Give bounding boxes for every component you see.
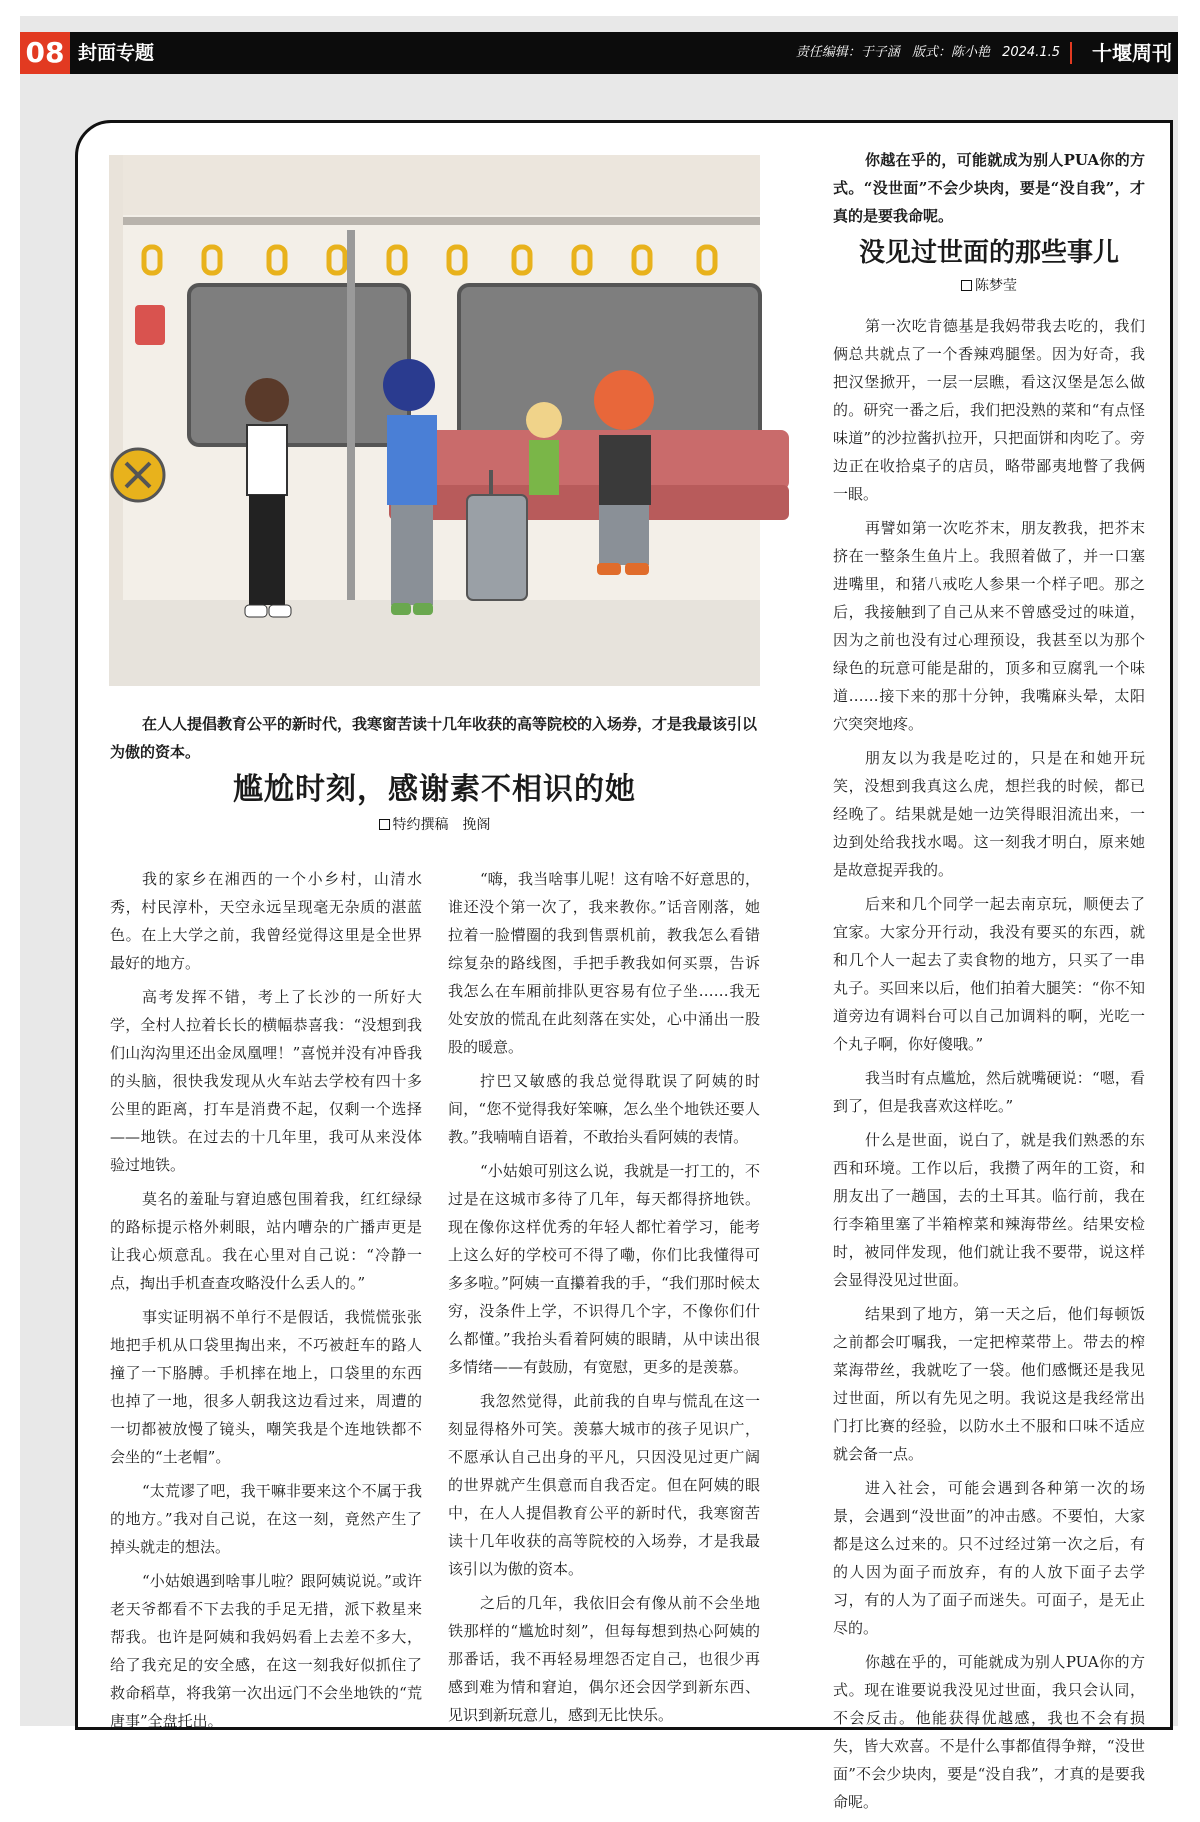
paragraph: 第一次吃肯德基是我妈带我去吃的，我们俩总共就点了一个香辣鸡腿堡。因为好奇，我把汉堡掀开，一层一层瞧，看这汉堡是怎么做的。研究一番之后，我们把没熟的菜和“有点怪味道”的沙拉酱扒拉开，只把面饼和肉吃了。旁边正在收拾桌子的店员，略带鄙夷地瞥了我俩一眼。: [833, 317, 1145, 503]
paragraph: 我的家乡在湘西的一个小乡村，山清水秀，村民淳朴，天空永远呈现毫无杂质的湛蓝色。在上大学之前，我曾经觉得这里是全世界最好的地方。: [110, 870, 422, 972]
subway-illustration: [109, 155, 760, 686]
paragraph: 再譬如第一次吃芥末，朋友教我，把芥末挤在一整条生鱼片上。我照着做了，并一口塞进嘴里，和猪八戒吃人参果一个样子吧。那之后，我接触到了自己从来不曾感受过的味道，因为之前也没有过心理预设，我甚至以为那个绿色的玩意可能是甜的，顶多和豆腐乳一个味道……接下来的那十分钟，我嘴麻头晕，太阳穴突突地疼。: [833, 519, 1145, 733]
paragraph: 之后的几年，我依旧会有像从前不会坐地铁那样的“尴尬时刻”，但每每想到热心阿姨的那番话，我不再轻易埋怨否定自己，也很少再感到难为情和窘迫，偶尔还会因学到新东西、见识到新玩意儿，感到无比快乐。: [448, 1594, 760, 1724]
paragraph: 你越在乎的，可能就成为别人PUA你的方式。现在谁要说我没见过世面，我只会认同，不会反击。他能获得优越感，我也不会有损失，皆大欢喜。不是什么事都值得争辩，“没世面”不会少块肉，要是“没自我”，才真的是要我命呢。: [833, 1653, 1145, 1811]
article2-lede: 你越在乎的，可能就成为别人PUA你的方式。“没世面”不会少块肉，要是“没自我”，才真的是要我命呢。: [833, 151, 1145, 225]
paragraph: 后来和几个同学一起去南京玩，顺便去了宜家。大家分开行动，我没有要买的东西，就和几个人一起去了卖食物的地方，只买了一串丸子。买回来以后，他们拍着大腿笑：“你不知道旁边有调料台可以自己加调料的啊，光吃一个丸子啊，你好傻哦。”: [833, 895, 1145, 1053]
paragraph: 朋友以为我是吃过的，只是在和她开玩笑，没想到我真这么虎，想拦我的时候，都已经晚了。结果就是她一边笑得眼泪流出来，一边到处给我找水喝。这一刻我才明白，原来她是故意捉弄我的。: [833, 749, 1145, 879]
paragraph: 进入社会，可能会遇到各种第一次的场景，会遇到“没世面”的冲击感。不要怕，大家都是这么过来的。只不过经过第一次之后，有的人因为面子而放弃，有的人放下面子去学习，有的人为了面子而迷失。可面子，是无止尽的。: [833, 1479, 1145, 1637]
article2-author: 陈梦莹: [975, 278, 1017, 294]
section-title: 封面专题: [78, 42, 155, 64]
paragraph: 我忽然觉得，此前我的自卑与慌乱在这一刻显得格外可笑。羡慕大城市的孩子见识广，不愿承认自己出身的平凡，只因没见过更广阔的世界就产生俱意而自我否定。但在阿姨的眼中，在人人提倡教育公平的新时代，我寒窗苦读十几年收获的高等院校的入场券，才是我最该引以为傲的资本。: [448, 1392, 760, 1578]
article2-title: 没见过世面的那些事儿: [858, 238, 1119, 268]
paragraph: 莫名的羞耻与窘迫感包围着我，红红绿绿的路标提示格外刺眼，站内嘈杂的广播声更是让我心烦意乱。我在心里对自己说：“冷静一点，掏出手机查查攻略没什么丢人的。”: [110, 1190, 422, 1292]
article1-byline: [109, 814, 760, 834]
paragraph: 拧巴又敏感的我总觉得耽误了阿姨的时间，“您不觉得我好笨嘛，怎么坐个地铁还要人教。”我喃喃自语着，不敢抬头看阿姨的表情。: [448, 1072, 760, 1146]
paragraph: 结果到了地方，第一天之后，他们每顿饭之前都会叮嘱我，一定把榨菜带上。带去的榨菜海带丝，我就吃了一袋。他们感慨还是我见过世面，所以有先见之明。我说这是我经常出门打比赛的经验，以防水土不服和口味不适应就会备一点。: [833, 1305, 1145, 1463]
page-header: [20, 32, 1178, 74]
paragraph: 事实证明祸不单行不是假话，我慌慌张张地把手机从口袋里掏出来，不巧被赶车的路人撞了一下胳膊。手机摔在地上，口袋里的东西也掉了一地，很多人朝我这边看过来，周遭的一切都被放慢了镜头，嘲笑我是个连地铁都不会坐的“土老帽”。: [110, 1308, 422, 1466]
article1-title: 尴尬时刻，感谢素不相识的她: [233, 772, 636, 807]
illustration-caption: 在人人提倡教育公平的新时代，我寒窗苦读十几年收获的高等院校的入场券，才是我最该引以为傲的资本。: [110, 715, 758, 761]
issue-date: 2024.1.5: [1002, 45, 1060, 60]
paragraph: “嗨，我当啥事儿呢！这有啥不好意思的，谁还没个第一次了，我来教你。”话音刚落，她拉着一脸懵圈的我到售票机前，教我怎么看错综复杂的路线图，手把手教我如何买票，告诉我怎么在车厢前排队更容易有位子坐……我无处安放的慌乱在此刻落在实处，心中涌出一股股的暖意。: [448, 870, 760, 1056]
paragraph: 什么是世面，说白了，就是我们熟悉的东西和环境。工作以后，我攒了两年的工资，和朋友出了一趟国，去的土耳其。临行前，我在行李箱里塞了半箱榨菜和辣海带丝。结果安检时，被同伴发现，他们就让我不要带，说这样会显得没见过世面。: [833, 1131, 1145, 1289]
editor-credit: 责任编辑：于子涵: [795, 45, 900, 60]
paragraph: “小姑娘遇到啥事儿啦？跟阿姨说说。”或许老天爷都看不下去我的手足无措，派下救星来帮我。也许是阿姨和我妈妈看上去差不多大，给了我充足的安全感，在这一刻我好似抓住了救命稻草，将我第一次出远门不会坐地铁的“荒唐事”全盘托出。: [110, 1572, 422, 1730]
paragraph: “太荒谬了吧，我干嘛非要来这个不属于我的地方。”我对自己说，在这一刻，竟然产生了掉头就走的想法。: [110, 1482, 422, 1556]
article1-author: 特约撰稿 挽阁: [392, 817, 491, 833]
woman-figure: [594, 370, 654, 575]
byline-box-icon: [379, 819, 390, 830]
credits: [788, 32, 1060, 74]
paragraph: “小姑娘可别这么说，我就是一打工的，不过是在这城市多待了几年，每天都得挤地铁。现在像你这样优秀的年轻人都忙着学习，能考上这么好的学校可不得了嘞，你们比我懂得可多多啦。”阿姨一直攥着我的手，“我们那时候太穷，没条件上学，不识得几个字，不像你们什么都懂。”我抬头看着阿姨的眼睛，从中读出很多情绪——有鼓励，有宽慰，更多的是羡慕。: [448, 1162, 760, 1376]
boy-figure: [383, 359, 437, 615]
paragraph: 我当时有点尴尬，然后就嘴硬说：“嗯，看到了，但是我喜欢这样吃。”: [833, 1069, 1145, 1115]
article2-column: [833, 312, 1145, 1822]
article2-byline: [833, 275, 1145, 295]
article1-column1: [110, 865, 422, 1741]
paragraph: 高考发挥不错，考上了长沙的一所好大学，全村人拉着长长的横幅恭喜我：“没想到我们山沟沟里还出金凤凰哩！”喜悦并没有冲昏我的头脑，很快我发现从火车站去学校有四十多公里的距离，打车是消费不起，仅剩一个选择——地铁。在过去的十几年里，我可从来没体验过地铁。: [110, 988, 422, 1174]
layout-credit: 版式：陈小艳: [911, 45, 990, 60]
page-number: 08: [20, 32, 70, 74]
child-figure: [526, 402, 562, 495]
byline-box-icon: [961, 280, 972, 291]
brand-divider: [1070, 42, 1072, 64]
article1-column2: [448, 865, 760, 1735]
brand-logo: 十堰周刊: [1092, 41, 1172, 65]
